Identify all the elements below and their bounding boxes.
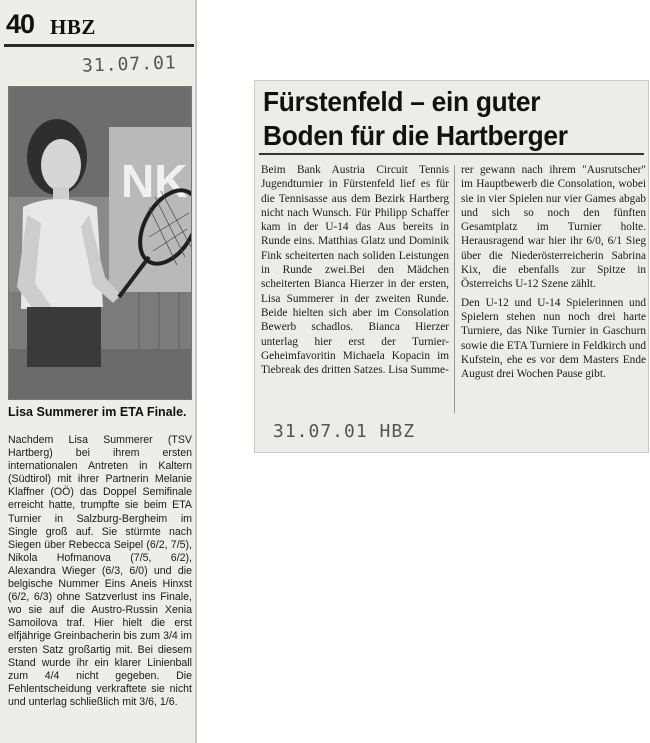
svg-text:NK: NK <box>121 155 188 207</box>
handwritten-date-stamp: 31.07.01 <box>81 52 178 77</box>
column-2-text: Den U-12 und U-14 Spielerinnen und Spielern stehen nun noch drei harte Turniere, das Nike Turnier in Gaschurn sowie die ETA Turniere in Feldkirch und Kufstein, ehe es vor dem Masters Ende August drei Wochen Pause gibt. <box>461 296 646 381</box>
column-1-text: Beim Bank Austria Circuit Tennis Jugendturnier in Fürstenfeld lief es für die Tennisasse aus dem Bezirk Hartberg nicht nach Wunsch. Für Philipp Schaffer kam in der U-14 das Aus bereits in Runde eins. Matthias Glatz und Dominik Fink scheiterten nach soliden Leistungen in Runde zwei.Bei den Mädchen scheiterten Bianca Hierzer in der ersten, Lisa Summerer in der zweiten Runde. Beide hielten sich aber im Consolation Bewerb schadlos. Bianca Hierzer unterlag hier erst der Turnier-Geheimfavoritin Michaela Kopacin im Tiebreak des dritten Satzes. Lisa Summe- <box>261 164 449 377</box>
column-divider <box>454 165 455 413</box>
tennis-player-photo <box>8 86 192 400</box>
left-clipping <box>0 0 197 743</box>
column-2-continued-text: rer gewann nach ihrem "Ausrutscher" im Hauptbewerb die Consolation, wobei sie in vier Spielen nur vier Games abgab und sich so noch den fünften Gesamtplatz im Turnier holte. Herausragend war hier ihr 6/0, 6/1 Sieg über die Niederösterreicherin Sabrina Kix, die ebenfalls zur Spitze in Österreichs U-12 Szene zählt. <box>461 164 646 291</box>
article-column-2 <box>461 163 646 385</box>
page-number: 40 <box>6 9 35 39</box>
headline-rule <box>259 153 644 155</box>
article-column-1 <box>261 163 449 381</box>
handwritten-date-stamp-right: 31.07.01 HBZ <box>273 421 416 442</box>
caption-headline: Lisa Summerer im ETA Finale. <box>8 405 187 419</box>
newspaper-logo: HBZ <box>50 15 96 39</box>
masthead <box>4 6 194 47</box>
right-clipping <box>254 80 649 453</box>
article-headline: Fürstenfeld – ein guter Boden für die Hartberger <box>263 86 568 151</box>
article-body-left: Nachdem Lisa Summerer (TSV Hartberg) bei ihrem ersten internationalen Antreten in Kaltern (Südtirol) mit ihrer Partnerin Melanie Klaffner (OÖ) das Doppel Semifinale erreicht hatte, trumpfte sie beim ETA Turnier in Salzburg-Bergheim im Single groß auf. Sie stürmte nach Siegen über Rebecca Seipel (6/2, 7/5), Nikola Hofmanova (7/5, 6/2), Alexandra Wieger (6/3, 6/0) und die belgische Nummer Eins Aneis Hinxst (6/2, 6/3) ohne Satzverlust ins Finale, wo sie auf die Austro-Russin Xenia Samoilova traf. Hier hielt die erst elfjährige Greinbacherin bis zum 3/4 im ersten Satz großartig mit. Bei diesem Stand wurde ihr ein klarer Linienball zum 4/4 nicht gegeben. Die Fehlentscheidung verkraftete sie nicht und unterlag schließlich mit 3/6, 1/6. <box>8 434 192 708</box>
